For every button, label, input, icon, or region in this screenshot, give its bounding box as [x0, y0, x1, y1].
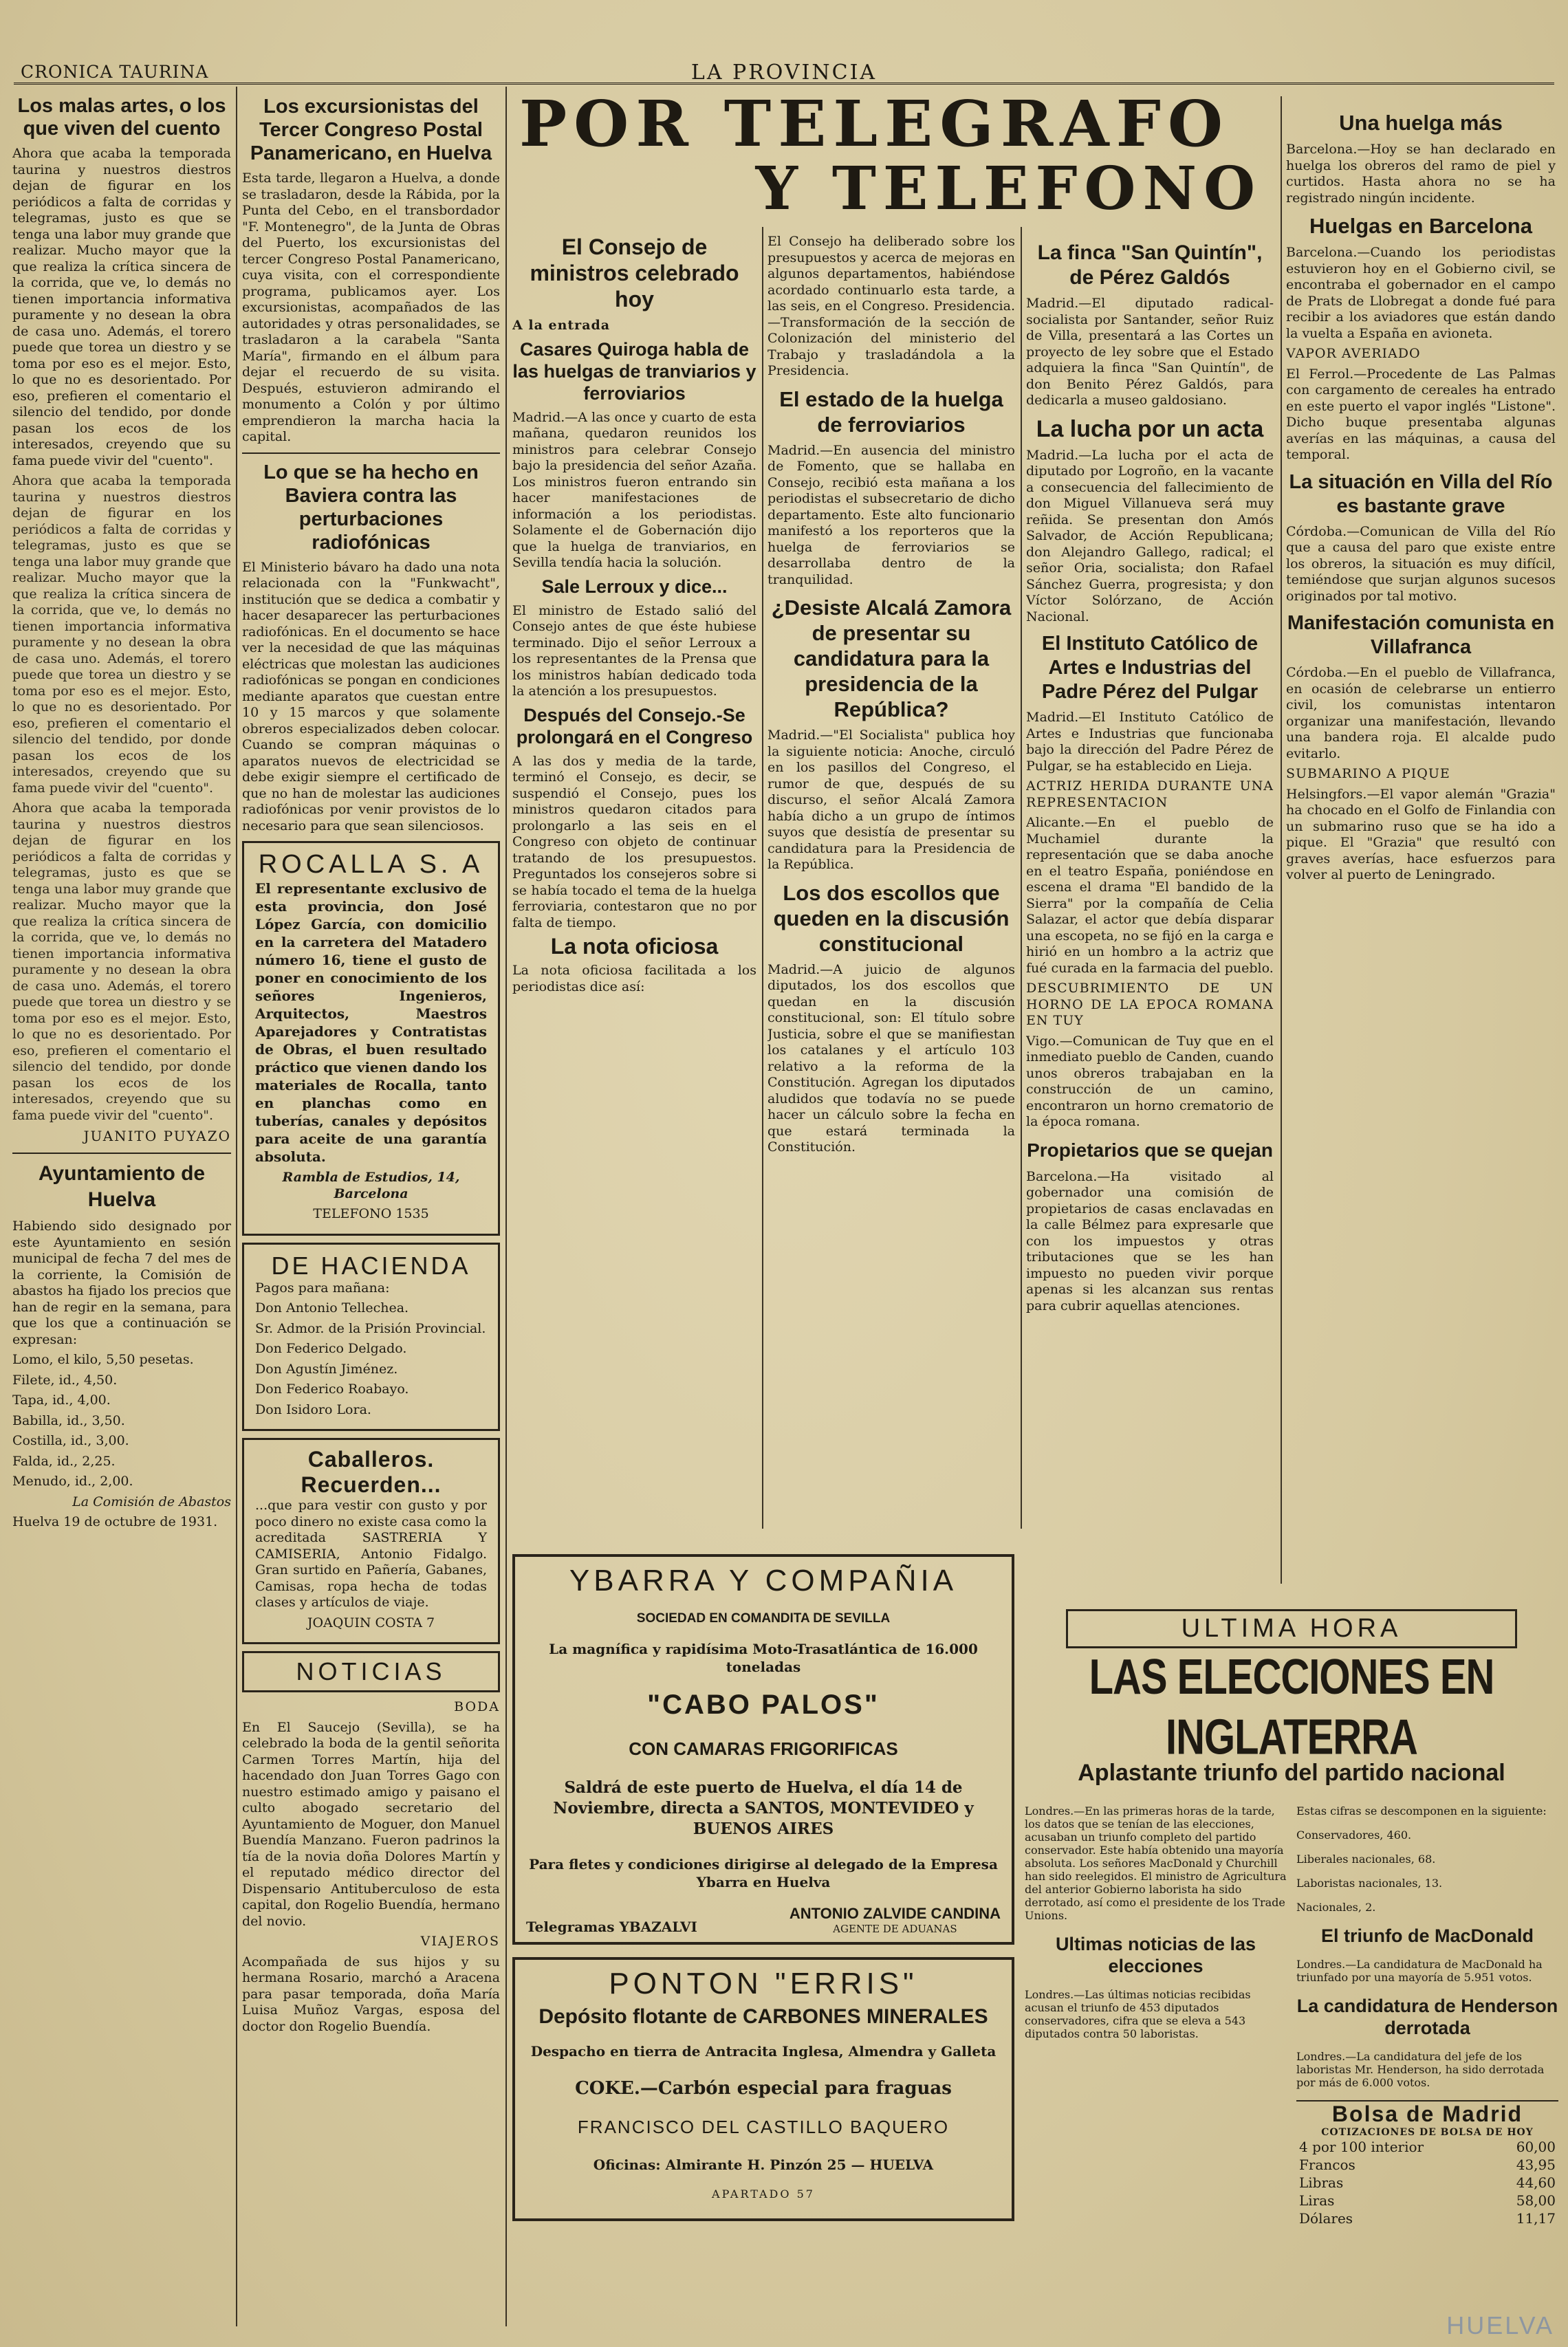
payee: Don Federico Delgado. [255, 1341, 407, 1356]
running-head [14, 61, 1554, 84]
ultima-columns [1025, 1793, 1558, 2227]
article-text: Córdoba.—En el pueblo de Villafranca, en ocasión de celebrarse un entierro civil, los comunistas intentaron organizar una manifestación, llevando una bandera roja. El alcalde pudo evitarlo. [1286, 665, 1556, 761]
payee: Don Isidoro Lora. [255, 1401, 371, 1417]
hacienda-box [242, 1243, 500, 1432]
table-row [1296, 2192, 1558, 2209]
telegraph-masthead [512, 87, 1276, 223]
ad-text: COKE.—Carbón especial para fraguas [575, 2078, 952, 2099]
ad-text: CON CAMARAS FRIGORIFICAS [629, 1738, 898, 1759]
column-2 [242, 88, 500, 2333]
dateline: Huelva 19 de octubre de 1931. [12, 1514, 218, 1529]
article-subtitle: La nota oficiosa [550, 934, 719, 959]
ultima-col-right [1296, 1793, 1558, 2227]
quote-name: Libras [1299, 2174, 1344, 2191]
article-text: Barcelona.—Cuando los periodistas estuvieron hoy en el Gobierno civil, se encontraba el gobernador en el campo de Prats de Llobregat a donde fué para recibir a los aviadores que están dando la vuelta a España en avioneta. [1286, 245, 1556, 341]
article-text: El Ministerio bávaro ha dado una nota relacionada con la "Funkwacht", institución que se dedica a combatir y hacer desaparecer las perturbaciones radiofónicas. En el documento se hace ver la necesidad de que las máquinas eléctricas que molestan las audiciones radiofónicas se pongan en condiciones mediante aparatos que cuestan entre 10 y 15 marcos y que solamente obreros especializados deben colocar. Cuando se compran máquinas o aparatos nuevos de electricidad se debe exigir siempre el certificado de que no han de molestar las audiciones radiofónicas por venir provistos de lo necesario para que sean silenciosos. [242, 559, 500, 833]
payee: Sr. Admor. de la Prisión Provincial. [255, 1320, 486, 1336]
box-title: DE HACIENDA [271, 1251, 471, 1280]
article-text: Helsingfors.—El vapor alemán "Grazia" ha chocado en el Golfo de Finlandia con un submarino ruso que se ha ido a pique. El "Grazia" que resultó con graves averías, hace esfuerzos para volver al puerto de Leningrado. [1286, 786, 1556, 882]
subheading: ACTRIZ HERIDA DURANTE UNA REPRESENTACION [1026, 778, 1274, 810]
head-rule [14, 83, 1554, 85]
article-title: Los malas artes, o los que viven del cuento [17, 95, 226, 140]
price-item: Tapa, id., 4,00. [12, 1393, 111, 1408]
article-title: Manifestación comunista en Villafranca [1287, 612, 1555, 658]
column-rule [1281, 96, 1282, 1584]
ad-text: Saldrá de este puerto de Huelva, el día 14 de Noviembre, directa a SANTOS, MONTEVIDEO y BUENOS AIRES [553, 1778, 974, 1838]
quote-name: 4 por 100 interior [1299, 2139, 1424, 2155]
ad-name: FRANCISCO DEL CASTILLO BAQUERO [577, 2117, 950, 2137]
article-text: Vigo.—Comunican de Tuy que en el inmediato pueblo de Canden, cuando unos obreros trabajaban en la construcción de un camino, encontraron un horno crematorio de la época romana. [1026, 1033, 1274, 1129]
ad-title: Caballeros. Recuerden... [301, 1447, 442, 1497]
column-4 [767, 234, 1015, 1529]
agent-name: ANTONIO ZALVIDE CANDINA [789, 1905, 1001, 1922]
signature: JUANITO PUYAZO [83, 1128, 231, 1144]
bolsa-table [1296, 2138, 1558, 2227]
article-text: Acompañada de sus hijos y su hermana Rosario, marchó a Aracena para pasar temporada, doña María Luisa Muñoz Vargas, esposa del doctor don Rogelio Buendía. [242, 1954, 500, 2034]
subheading: SUBMARINO A PIQUE [1286, 766, 1450, 781]
price-item: Filete, id., 4,50. [12, 1372, 118, 1388]
quote-name: Francos [1299, 2157, 1355, 2173]
article-subtitle: Después del Consejo.-Se prolongará en el Congreso [516, 704, 753, 747]
payee: Don Federico Roabayo. [255, 1382, 409, 1397]
subheading: A la entrada [512, 318, 611, 333]
price-item: Babilla, id., 3,50. [12, 1412, 125, 1428]
result-item: Nacionales, 2. [1296, 1901, 1376, 1914]
archive-watermark: HUELVA [1446, 2311, 1554, 2339]
article-title: La lucha por un acta [1036, 415, 1264, 442]
article-text: Alicante.—En el pueblo de Muchamiel durante la representación que se daba anoche en el teatro España, poniéndose en escena el drama "El bandido de la Sierra" por la compañía de Celia Salazar, el actor que debía disparar una escopeta, no se fijó en la carga e hirió en un hombro a la actriz que fué curada en la farmacia del pueblo. [1026, 815, 1274, 976]
price-item: Falda, id., 2,25. [12, 1453, 116, 1469]
ship-name: "CABO PALOS" [647, 1690, 880, 1720]
article-text: Madrid.—La lucha por el acta de diputado por Logroño, en la vacante a consecuencia del fallecimiento de don Miguel Villanueva será muy reñida. Se presentan don Amós Salvador, de Acción Republicana; don Alejandro Gallego, radical; el señor Oria, socialista; don Rafael Sánchez Guerra, progresista; y don Víctor Solórzano, de Acción Nacional. [1026, 447, 1274, 624]
article-text: A las dos y media de la tarde, terminó el Consejo, es decir, se suspendió el Consejo, pues los ministros quedaron citados para prolongarlo a las seis en el Congreso con objeto de continuar tratando de los presupuestos. Preguntados los consejeros sobre si se había tocado el tema de la huelga ferroviaria, contestaron que no por falta de tiempo. [512, 753, 756, 930]
ad-text: Depósito flotante de CARBONES MINERALES [538, 2005, 988, 2028]
article-subtitle: El triunfo de MacDonald [1320, 1925, 1534, 1946]
article-text: Londres.—En las primeras horas de la tarde, los datos que se tenían de las elecciones, acusaban un triunfo completo del partido conservador. Este había obtenido una mayoría absoluta. Los señores MacDonald y Churchill han sido reelegidos. El ministro de Agricultura del anterior Gobierno laborista ha sido derrotado, así como el presidente de los Trade Unions. [1025, 1804, 1287, 1922]
agent-role: AGENTE DE ADUANAS [833, 1923, 957, 1935]
article-title: Lo que se ha hecho en Baviera contra las perturbaciones radiofónicas [263, 461, 479, 554]
subheading: VIAJEROS [420, 1934, 500, 1949]
article-subtitle: La candidatura de Henderson derrotada [1296, 1996, 1558, 2038]
article-text: Madrid.—"El Socialista" publica hoy la siguiente noticia: Anoche, circuló en los pasillos del Congreso, el rumor de que, después de su discurso, el señor Alcalá Zamora había dicho a un grupo de íntimos suyos que desistía de presentar su candidatura para la Presidencia de la República. [767, 728, 1015, 872]
article-subtitle: Casares Quiroga habla de las huelgas de tranviarios y ferroviarios [512, 338, 756, 404]
section-label: CRONICA TAURINA [21, 62, 209, 82]
bolsa-title: Bolsa de Madrid [1331, 2102, 1523, 2126]
article-text: Madrid.—El diputado radical-socialista por Santander, señor Ruiz de Villa, presentará a las Cortes un proyecto de ley sobre que el Estado adquiera la finca "San Quintín", de don Benito Pérez Galdós, para dedicarla a museo galdosiano. [1026, 296, 1274, 408]
divider [242, 452, 500, 454]
article-text: La nota oficiosa facilitada a los periodistas dice así: [512, 963, 756, 994]
article-text: Barcelona.—Hoy se han declarado en huelga los obreros del ramo de piel y curtidos. Hasta ahora no se ha registrado ningún incidente. [1286, 142, 1556, 206]
ad-title: ROCALLA S. A [258, 850, 484, 879]
article-text: Barcelona.—Ha visitado al gobernador una comisión de propietarios de casas enclavadas en la calle Bélmez para expresarle que con los impuestos y otras tributaciones que se les han impuesto no pueden vivir porque apenas si les alcanzan sus rentas para cubrir aquellas atenciones. [1026, 1168, 1274, 1313]
article-text: Ahora que acaba la temporada taurina y nuestros diestros dejan de figurar en los periódicos a falta de corridas y telegramas, justo es que se tenga una labor muy grande que realizar. Mucho mayor que la que realiza la crítica sincera de la corrida, que ve, lo demás no tienen importancia informativa puramente y no desean la obra de casa uno. Además, el torero puede que torea un diestro y se toma por eso es el mejor. Esto, lo que no es desorientado. Por eso, prefieren el comentario el silencio del tendido, por donde pasan los ecos de los interesados, creyendo que su fama puede vivir del "cuento". [12, 146, 231, 468]
ad-text: Despacho en tierra de Antracita Inglesa, Almendra y Galleta [530, 2043, 997, 2060]
headline: LAS ELECCIONES EN INGLATERRA [1089, 1649, 1494, 1765]
article-text: Londres.—Las últimas noticias recibidas acusan el triunfo de 453 diputados conservadores, cifra que se eleva a 543 diputados contra 50 laboristas. [1025, 1988, 1251, 2040]
article-title: Los excursionistas del Tercer Congreso Postal Panamericano, en Huelva [250, 96, 492, 164]
article-text: Londres.—La candidatura de MacDonald ha triunfado por una mayoría de 5.951 votos. [1296, 1958, 1543, 1984]
bolsa-box [1296, 2100, 1558, 2227]
article-title: El Instituto Católico de Artes e Industrias del Padre Pérez del Pulgar [1041, 633, 1259, 703]
ad-text: ...que para vestir con gusto y por poco dinero no existe casa como la acreditada SASTRERIA Y CAMISERIA, Antonio Fidalgo. Gran surtido en Pañería, Gabanes, Camisas, ropa hecha de todas clases y artículos de viaje. [255, 1498, 487, 1610]
quote-value: 58,00 [1516, 2192, 1556, 2209]
article-title: La finca "San Quintín", de Pérez Galdós [1037, 241, 1263, 289]
payee: Don Agustín Jiménez. [255, 1361, 398, 1377]
ad-text: El representante exclusivo de esta provincia, don José López García, con domicilio en la carretera del Matadero número 16, tiene el gusto de poner en conocimiento de los señores Ingenieros, Arquitectos, Maestros Aparejadores y Contratistas de Obras, el buen resultado práctico que vienen dando los materiales de Rocalla, tanto en planchas como en tuberías, canales y depósitos para aceite de una garantía absoluta. [255, 880, 487, 1165]
column-rule [505, 87, 507, 2326]
article-text: Madrid.—A las once y cuarto de esta mañana, quedaron reunidos los ministros para celebrar Consejo bajo la presidencia del señor Azaña. Los ministros fueron entrando sin hacer manifestaciones de información a los periodistas. Solamente el de Gobernación dijo que la huelga de tranviarios, en Sevilla tendía hacia la solución. [512, 409, 756, 570]
section-banner: ULTIMA HORA [1066, 1609, 1517, 1648]
article-text: Madrid.—En ausencia del ministro de Fomento, que se hallaba en Consejo, recibió esta mañana a los periodistas el subsecretario de dicho departamento. Este alto funcionario manifestó a los reporteros que la huelga de ferroviarios se desarrollaba dentro de la tranquilidad. [767, 442, 1015, 587]
ad-subtitle: SOCIEDAD EN COMANDITA DE SEVILLA [636, 1611, 891, 1626]
quote-name: Dólares [1299, 2210, 1353, 2227]
subheading: BODA [454, 1699, 500, 1714]
article-title: El estado de la huelga de ferroviarios [779, 386, 1003, 437]
box-lead: Pagos para mañana: [255, 1280, 390, 1296]
subheading: VAPOR AVERIADO [1286, 346, 1421, 361]
bolsa-subtitle: COTIZACIONES DE BOLSA DE HOY [1321, 2127, 1534, 2138]
column-rule [762, 227, 763, 1529]
column-rule [1021, 227, 1022, 1529]
article-text: El Ferrol.—Procedente de Las Palmas con cargamento de cereales ha entrado en este puerto el vapor inglés "Listone". Dicho buque presentaba algunas averías en las máquinas, a causa del temporal. [1286, 366, 1556, 462]
payee: Don Antonio Tellechea. [255, 1300, 409, 1316]
newspaper-name: LA PROVINCIA [690, 61, 878, 85]
ultima-col-left [1025, 1793, 1287, 2227]
quote-value: 44,60 [1516, 2174, 1556, 2191]
masthead-line: POR TELEGRAFO [519, 87, 1230, 161]
ultima-hora [1025, 1609, 1558, 2338]
table-row [1296, 2156, 1558, 2174]
ad-apartado: APARTADO 57 [712, 2187, 815, 2201]
column-rule [236, 87, 237, 2326]
article-title: Huelgas en Barcelona [1309, 214, 1532, 238]
ad-title: PONTON "ERRIS" [609, 1967, 918, 2000]
ad-text: Para fletes y condiciones dirigirse al delegado de la Empresa Ybarra en Huelva [529, 1856, 998, 1890]
result-item: Liberales nacionales, 68. [1296, 1853, 1436, 1866]
price-item: Lomo, el kilo, 5,50 pesetas. [12, 1352, 194, 1367]
article-title: El Consejo de ministros celebrado hoy [530, 234, 739, 312]
ad-phone: TELEFONO 1535 [313, 1206, 429, 1221]
article-title: Ayuntamiento de Huelva [38, 1162, 206, 1211]
ad-footer [526, 1905, 1001, 1935]
column-3 [512, 227, 756, 1529]
noticias-banner [242, 1651, 500, 1692]
column-1 [12, 88, 231, 2333]
ad-text: La magnífica y rapidísima Moto-Trasatlántica de 16.000 toneladas [549, 1641, 978, 1675]
article-text: En El Saucejo (Sevilla), se ha celebrado la boda de la gentil señorita Carmen Torres Martín, hija del hacendado don Juan Torres Gago con nuestro estimado amigo y paisano el culto abogado secretario del Ayuntamiento de Moguer, don Manuel Buendía Manzano. Fueron padrinos la tía de la novia doña Dolores Martín y el reputado médico director del Dispensario Antituberculoso de esta capital, don Rogelio Buendía, hermano del novio. [242, 1719, 500, 1929]
article-subtitle: Sale Lerroux y dice... [541, 576, 728, 597]
result-item: Laboristas nacionales, 13. [1296, 1877, 1443, 1890]
price-item: Costilla, id., 3,00. [12, 1433, 129, 1448]
article-subtitle: Ultimas noticias de las elecciones [1055, 1934, 1256, 1976]
price-item: Menudo, id., 2,00. [12, 1474, 133, 1489]
article-text: Esta tarde, llegaron a Huelva, a donde se trasladaron, desde la Rábida, por la Punta del Cebo, en el transbordador "F. Montenegro", de la Junta de Obras del Puerto, los excursionistas del tercer Congreso Postal Panamericano, cuya visita, con el correspondiente programa, publicamos ayer. Los excursionistas, acompañados de las autoridades y otras personalidades, se trasladaron a la carabela "Santa María", firmando en el álbum para dejar el recuerdo de su visita. Después, estuvieron admirando el monumento a Colón y por último emprendieron la marcha hacia la capital. [242, 171, 500, 444]
table-row [1296, 2209, 1558, 2227]
article-title: La situación en Villa del Río es bastante grave [1289, 470, 1553, 517]
article-text: El Consejo ha deliberado sobre los presupuestos y acerca de mejoras en algunos departamentos, habiéndose acordado continuarlo esta tarde, a las seis, en el Congreso. Presidencia.—Transformación de la sección de Colonización del ministerio del Trabajo y trasladándola a la Presidencia. [767, 234, 1015, 378]
result-item: Conservadores, 460. [1296, 1829, 1412, 1842]
table-row [1296, 2174, 1558, 2192]
article-text: Ahora que acaba la temporada taurina y nuestros diestros dejan de figurar en los periódicos a falta de corridas y telegramas, justo es que se tenga una labor muy grande que realizar. Mucho mayor que la que realiza la crítica sincera de la corrida, que ve, lo demás no tienen importancia informativa puramente y no desean la obra de casa uno. Además, el torero puede que torea un diestro y se toma por eso es el mejor. Esto, lo que no es desorientado. Por eso, prefieren el comentario el silencio del tendido, por donde pasan los ecos de los interesados, creyendo que su fama puede vivir del "cuento". [12, 800, 231, 1123]
ad-address: JOAQUIN COSTA 7 [307, 1615, 435, 1630]
subheading: DESCUBRIMIENTO DE UN HORNO DE LA EPOCA ROMANA EN TUY [1026, 981, 1274, 1028]
article-title: Los dos escollos que queden en la discusión constitucional [773, 880, 1010, 956]
article-text: Habiendo sido designado por este Ayuntamiento en sesión municipal de fecha 7 del mes de la corriente, la Comisión de abastos ha fijado los precios que han de regir en la semana, para que los que a continuación se expresan: [12, 1219, 231, 1347]
quote-name: Liras [1299, 2192, 1335, 2209]
quote-value: 60,00 [1516, 2139, 1556, 2155]
article-title: Una huelga más [1339, 111, 1503, 135]
signature: La Comisión de Abastos [72, 1494, 231, 1509]
ad-address: Oficinas: Almirante H. Pinzón 25 — HUELVA [593, 2157, 934, 2173]
ads-block [512, 1547, 1014, 2201]
masthead-line: Y TELEFONO [755, 154, 1262, 223]
article-text: Estas cifras se descomponen en la siguiente: [1296, 1804, 1547, 1817]
table-row [1296, 2138, 1558, 2156]
rocalla-ad [242, 841, 500, 1236]
quote-value: 11,17 [1516, 2210, 1556, 2227]
telegram-address: Telegramas YBAZALVI [526, 1919, 697, 1935]
divider [12, 1153, 231, 1154]
column-6 [1286, 103, 1556, 1584]
section-title: NOTICIAS [296, 1657, 446, 1685]
article-text: Ahora que acaba la temporada taurina y nuestros diestros dejan de figurar en los periódicos a falta de corridas y telegramas, justo es que se tenga una labor muy grande que realizar. Mucho mayor que la que realiza la crítica sincera de la corrida, que ve, lo demás no tienen importancia informativa puramente y no desean la obra de casa uno. Además, el torero puede que torea un diestro y se toma por eso es el mejor. Esto, lo que no es desorientado. Por eso, prefieren el comentario el silencio del tendido, por donde pasan los ecos de los interesados, creyendo que su fama puede vivir del "cuento". [12, 473, 231, 796]
agent-block [790, 1905, 1001, 1935]
ad-title: YBARRA Y COMPAÑIA [569, 1564, 958, 1597]
ybarra-ad [512, 1554, 1014, 1945]
subheadline: Aplastante triunfo del partido nacional [1078, 1760, 1505, 1786]
column-5 [1026, 234, 1274, 1604]
article-text: Madrid.—El Instituto Católico de Artes e Industrias que funcionaba bajo la dirección del Padre Pérez de Pulgar, se ha establecido en Lieja. [1026, 710, 1274, 774]
ad-address: Rambla de Estudios, 14, Barcelona [282, 1170, 460, 1201]
article-text: Madrid.—A juicio de algunos diputados, los dos escollos que quedan en la discusión constitucional, son: El título sobre Justicia, sobre el que se manifiestan los catalanes y el artículo 103 relativo a la reforma de la Constitución. Agregan los diputados aludidos que todavía no se puede hacer un cálculo sobre la fecha en que estará terminada la Constitución. [767, 961, 1015, 1155]
article-text: El ministro de Estado salió del Consejo antes de que éste hubiese terminado. Dijo el señor Lerroux a los representantes de la Prensa que los ministros habían dedicado toda la atención a los presupuestos. [512, 602, 756, 699]
sastreria-ad [242, 1438, 500, 1644]
erris-ad [512, 1957, 1014, 2221]
article-text: Córdoba.—Comunican de Villa del Río que a causa del paro que existe entre los obreros, la situación es muy difícil, temiéndose que surjan algunos sucesos originados por tal motivo. [1286, 523, 1556, 604]
article-title: ¿Desiste Alcalá Zamora de presentar su candidatura para la presidencia de la República? [771, 596, 1012, 721]
quote-value: 43,95 [1516, 2157, 1556, 2173]
article-title: Propietarios que se quejan [1027, 1139, 1273, 1161]
article-text: Londres.—La candidatura del jefe de los laboristas Mr. Henderson, ha sido derrotada por más de 6.000 votos. [1296, 2050, 1545, 2089]
